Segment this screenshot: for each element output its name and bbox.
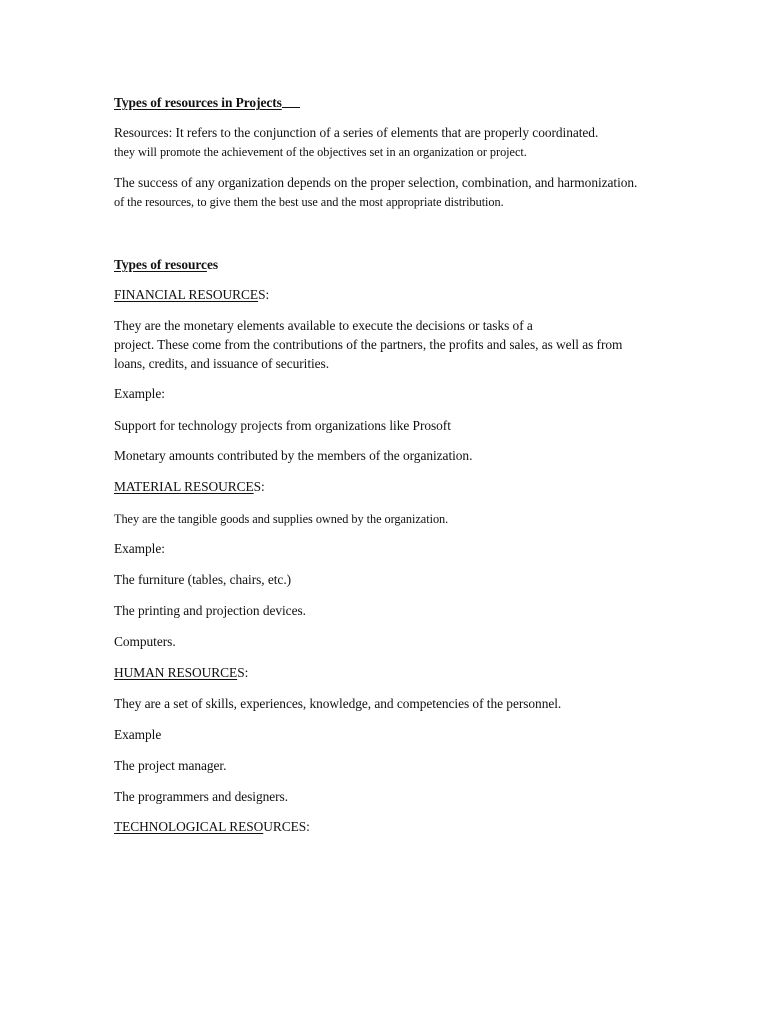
financial-heading <box>114 287 269 303</box>
technological-heading <box>114 819 310 835</box>
title-underline-trail <box>282 95 300 108</box>
material-heading <box>114 479 265 495</box>
types-heading <box>114 257 218 273</box>
human-example-2: The programmers and designers. <box>114 789 289 804</box>
material-heading-rest: S: <box>253 479 265 494</box>
intro-line-4: of the resources, to give them the best use and the most appropriate distribution. <box>114 195 504 209</box>
intro-line-1: Resources: It refers to the conjunction of a series of elements that are properly coordinated. <box>114 125 599 140</box>
human-heading-rest: S: <box>237 665 249 680</box>
types-heading-underlined: Types of resourc <box>114 257 207 272</box>
human-example-1: The project manager. <box>114 758 227 773</box>
financial-description-line-1: They are the monetary elements available to execute the decisions or tasks of a <box>114 318 533 333</box>
document-title-text: Types of resources in Projects <box>114 95 282 110</box>
financial-example-label: Example: <box>114 386 165 401</box>
material-description: They are the tangible goods and supplies owned by the organization. <box>114 512 449 526</box>
human-description: They are a set of skills, experiences, knowledge, and competencies of the personnel. <box>114 696 562 711</box>
financial-description-line-2: project. These come from the contributions of the partners, the profits and sales, as well as from <box>114 337 623 352</box>
financial-example-1: Support for technology projects from organizations like Prosoft <box>114 418 451 433</box>
financial-heading-underlined: FINANCIAL RESOURCE <box>114 287 259 302</box>
material-example-3: Computers. <box>114 634 176 649</box>
material-example-2: The printing and projection devices. <box>114 603 306 618</box>
intro-line-2: they will promote the achievement of the objectives set in an organization or project. <box>114 145 527 159</box>
technological-heading-underlined: TECHNOLOGICAL RESO <box>114 819 264 834</box>
financial-heading-rest: S: <box>258 287 270 302</box>
human-example-label: Example <box>114 727 162 742</box>
types-heading-rest: es <box>206 257 218 272</box>
technological-heading-rest: URCES: <box>263 819 310 834</box>
financial-example-2: Monetary amounts contributed by the members of the organization. <box>114 448 473 463</box>
financial-description-line-3: loans, credits, and issuance of securities. <box>114 356 330 371</box>
intro-line-3: The success of any organization depends on the proper selection, combination, and harmonization. <box>114 175 638 190</box>
human-heading <box>114 665 248 681</box>
human-heading-underlined: HUMAN RESOURCE <box>114 665 238 680</box>
document-title <box>114 95 300 111</box>
material-heading-underlined: MATERIAL RESOURCE <box>114 479 254 494</box>
material-example-1: The furniture (tables, chairs, etc.) <box>114 572 292 587</box>
material-example-label: Example: <box>114 541 165 556</box>
